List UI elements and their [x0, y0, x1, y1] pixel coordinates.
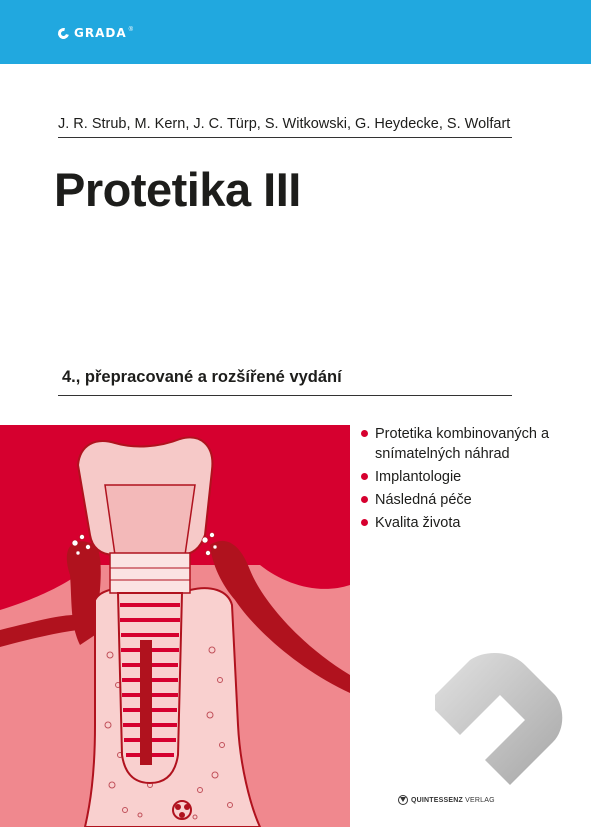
quintessenz-brand: QUINTESSENZ	[411, 796, 463, 804]
edition-subtitle: 4., přepracované a rozšířené vydání	[62, 368, 342, 386]
feature-text: Implantologie	[375, 469, 462, 485]
quintessenz-suffix: VERLAG	[462, 796, 495, 804]
implant-collar	[110, 553, 190, 593]
arrow-logo-icon	[415, 650, 565, 795]
divider-mid	[58, 395, 512, 396]
abutment	[105, 485, 195, 555]
implant-screw-channel	[140, 640, 152, 765]
book-title: Protetika III	[54, 163, 301, 216]
publisher-logo	[58, 25, 133, 41]
dental-implant-illustration	[0, 425, 350, 827]
quintessenz-logo	[398, 795, 495, 805]
bullet-icon	[361, 473, 368, 480]
feature-item	[360, 424, 585, 464]
bullet-icon	[361, 496, 368, 503]
divider-top	[58, 137, 512, 138]
feature-text: Protetika kombinovaných a snímatelných náhrad	[375, 426, 550, 462]
top-banner	[0, 0, 591, 64]
authors-line: J. R. Strub, M. Kern, J. C. Türp, S. Witkowski, G. Heydecke, S. Wolfart	[58, 116, 511, 132]
bullet-icon	[361, 519, 368, 526]
registered-mark: ®	[128, 27, 134, 33]
feature-list	[360, 424, 585, 536]
feature-text: Kvalita života	[375, 515, 461, 531]
feature-item	[360, 490, 585, 510]
grada-logo-icon	[56, 25, 71, 40]
bullet-icon	[361, 430, 368, 437]
quintessenz-logo-icon	[398, 795, 408, 805]
feature-item	[360, 513, 585, 533]
feature-text: Následná péče	[375, 492, 472, 508]
feature-item	[360, 467, 585, 487]
publisher-name: GRADA	[74, 26, 127, 40]
